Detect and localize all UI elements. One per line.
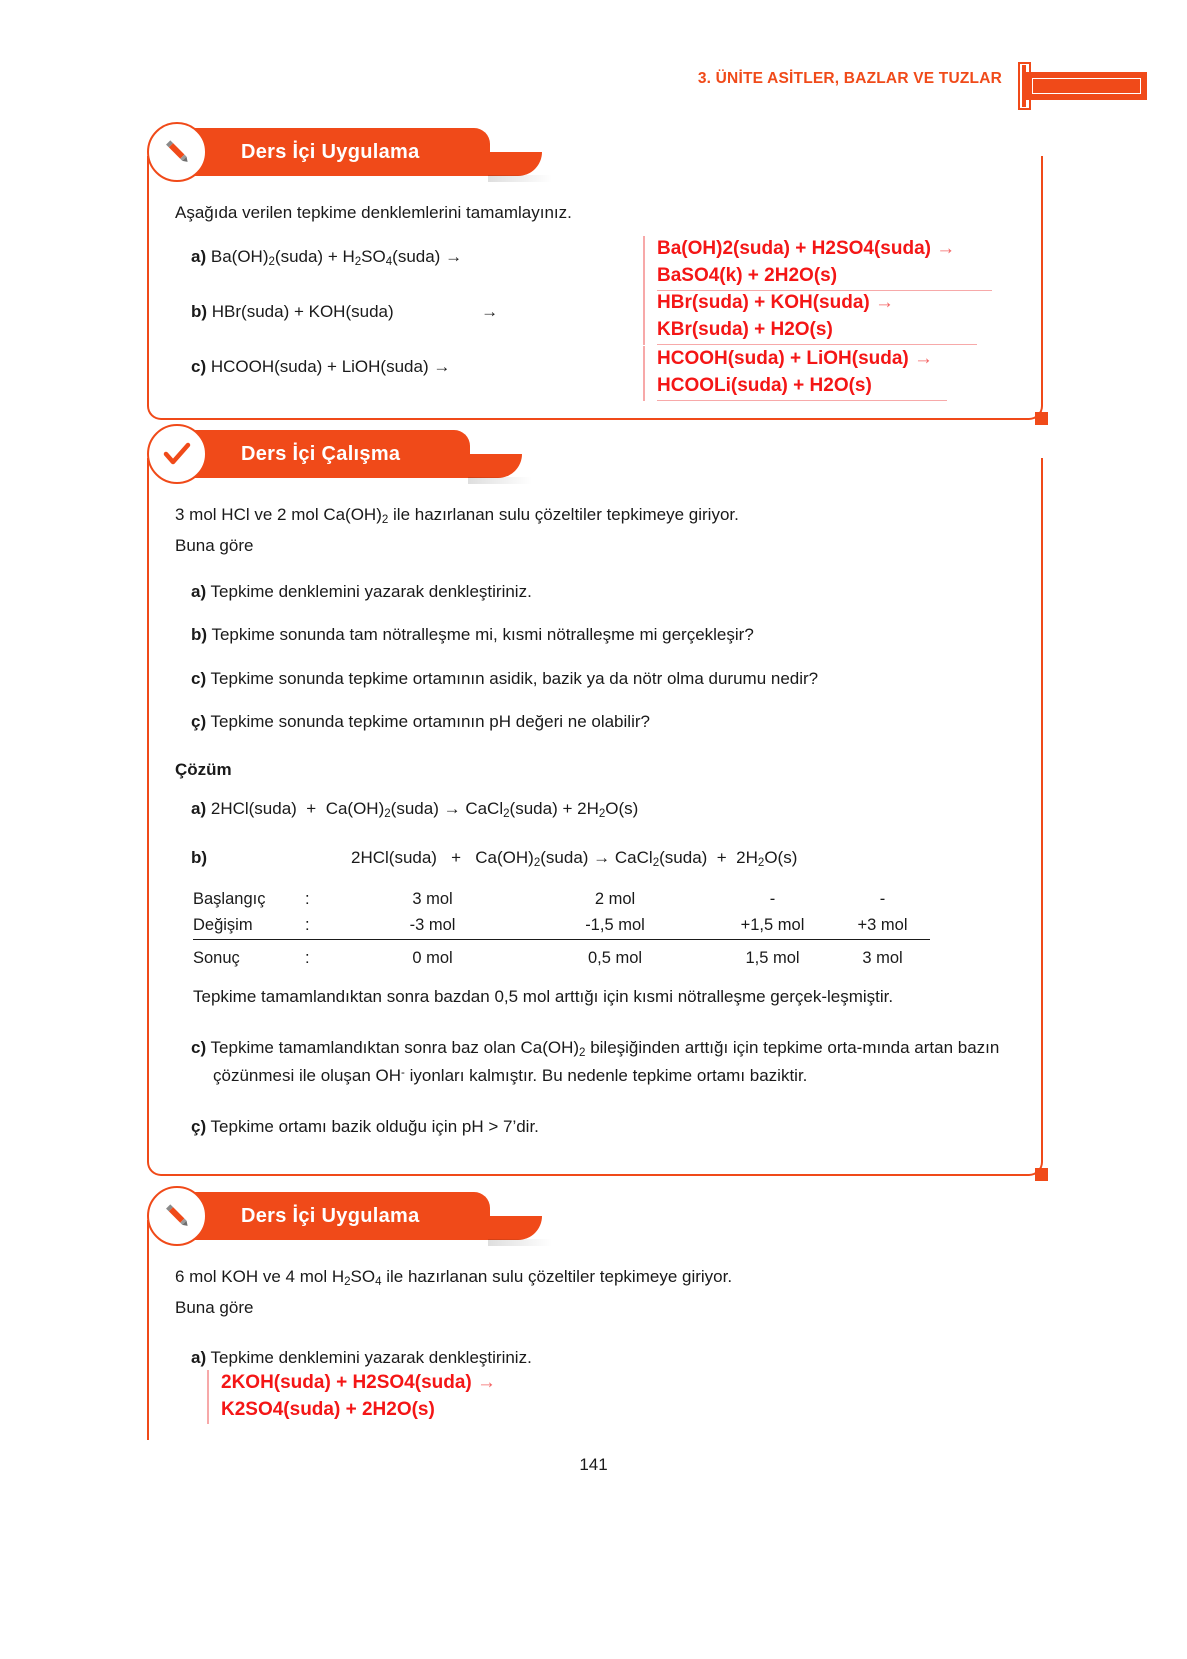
- answer-b1-line2: KBr(suda) + H2O(s): [657, 317, 977, 345]
- question-item-a2: [191, 579, 1015, 605]
- section-header-ribbon-3: [193, 1192, 490, 1240]
- question-tag-cc2: ç): [191, 712, 207, 732]
- solution-equation-a: [191, 796, 1015, 823]
- pencil-icon: [147, 122, 207, 182]
- question-text-a1: $Ba(OH)_2(suda)$ + $H_2SO_4(suda)$ →: [210, 246, 463, 268]
- question-text-a2: Tepkime denklemini yazarak denkleştiriniz.: [210, 581, 532, 601]
- solution-cc-answer: ç) Tepkime ortamı bazik olduğu için pH > 7’dir.: [191, 1117, 539, 1137]
- question-item-c2: [191, 666, 1015, 692]
- handwritten-answer-a1: [643, 236, 992, 291]
- question-arrow-c1: →: [433, 357, 451, 377]
- answer-a3-arrow: →: [477, 1372, 497, 1393]
- intro-text-1: Aşağıda verilen tepkime denklemlerini tamamlayınız.: [175, 203, 572, 222]
- section-header-ribbon-2: [193, 430, 470, 478]
- page-number: 141: [579, 1455, 608, 1474]
- question-text-a3: Tepkime denklemini yazarak denkleştiriniz.: [210, 1347, 532, 1367]
- question-item-b2: [191, 622, 1015, 648]
- question-text-c2: Tepkime sonunda tepkime ortamının asidik, bazik ya da nötr olma durumu nedir?: [210, 668, 819, 688]
- mol-balance-table: [193, 885, 930, 972]
- section-title-1: Ders İçi Uygulama: [241, 140, 420, 163]
- question-tag-a2: a): [191, 581, 207, 601]
- solution-equation-a-text: 2HCl(suda) + $Ca(OH)_2(suda)$ → CaCl$_2$(suda) + $2H_2O(s)$: [210, 799, 639, 821]
- answer-b1-line1: HBr(suda) + KOH(suda): [657, 292, 870, 313]
- answer-c1-line2: HCOOLi(suda) + H2O(s): [657, 373, 947, 401]
- solution-tag-a: a): [191, 799, 207, 819]
- handwritten-answer-c1: [643, 346, 947, 401]
- table-row: Başlangıç : 3 mol 2 mol - -: [193, 885, 930, 913]
- question-tag-a3: a): [191, 1347, 207, 1367]
- page-header: [0, 62, 1187, 108]
- table-row: Sonuç : 0 mol 0,5 mol 1,5 mol 3 mol: [193, 940, 930, 972]
- question-text-c1: HCOOH(suda) + LiOH(suda): [210, 357, 429, 377]
- solution-tag-cc: ç): [191, 1117, 207, 1137]
- section-title-3: Ders İçi Uygulama: [241, 1204, 420, 1227]
- solution-b-note: Tepkime tamamlandıktan sonra bazdan 0,5 mol arttığı için kısmi nötralleşme gerçek-leşmiştir.: [193, 986, 894, 1006]
- intro-text-2: 3 mol HCl ve 2 mol $Ca(OH)_2$ ile hazırlanan sulu çözeltiler tepkimeye giriyor.: [175, 505, 739, 526]
- solution-label: Çözüm: [175, 759, 232, 779]
- answer-a3-line1: 2KOH(suda) + H2SO4(suda): [221, 1372, 472, 1393]
- solution-tag-b: b): [191, 848, 208, 868]
- answer-a1-line2: BaSO4(k) + 2H2O(s): [657, 263, 992, 291]
- intro-text-3: 6 mol KOH ve 4 mol $H_2SO_4$ ile hazırlanan sulu çözeltiler tepkimeye giriyor.: [175, 1267, 733, 1288]
- question-text-b2: Tepkime sonunda tam nötralleşme mi, kısmi nötralleşme mi gerçekleşir?: [211, 625, 754, 645]
- question-text-cc2: Tepkime sonunda tepkime ortamının pH değeri ne olabilir?: [210, 712, 650, 732]
- solution-equation-b-text: 2HCl(suda) + $Ca(OH)_2(suda)$ → CaCl$_2$(suda) + $2H_2O(s)$: [351, 848, 798, 870]
- question-tag-c2: c): [191, 668, 207, 688]
- section-header-ribbon-1: [193, 128, 490, 176]
- row-label-baslangic: Başlangıç: [193, 889, 266, 908]
- question-tag-b1: b): [191, 301, 208, 321]
- row-label-degisim: Değişim: [193, 916, 253, 935]
- question-tag-a1: a): [191, 246, 207, 266]
- answer-a1-line1: Ba(OH)2(suda) + H2SO4(suda): [657, 238, 931, 259]
- question-item-cc2: [191, 709, 1015, 735]
- question-item-a3: [191, 1345, 1017, 1371]
- section-end-cap-1: [1035, 412, 1048, 425]
- intro-text-2b: Buna göre: [175, 536, 254, 556]
- table-row: Değişim : -3 mol -1,5 mol +1,5 mol +3 mol: [193, 912, 930, 939]
- row-label-sonuc: Sonuç: [193, 940, 305, 972]
- answer-c1-arrow: →: [914, 348, 934, 369]
- answer-b1-arrow: →: [875, 292, 894, 313]
- solution-c-answer: c) Tepkime tamamlandıktan sonra baz olan $Ca(OH)_2$ bileşiğinden arttığı için tepkime orta-mında artan bazın çözünmesi ile oluşan OH- iyonları kalmıştır. Bu nedenle tepkime ortamı baziktir.: [191, 1038, 1000, 1085]
- solution-equation-b: [191, 845, 1015, 872]
- question-arrow-b1: →: [481, 301, 499, 321]
- question-tag-b2: b): [191, 625, 208, 645]
- section-title-2: Ders İçi Çalışma: [241, 442, 401, 465]
- intro-text-3b: Buna göre: [175, 1298, 254, 1318]
- solution-tag-c: c): [191, 1038, 207, 1058]
- unit-title: 3. ÜNİTE ASİTLER, BAZLAR VE TUZLAR: [697, 70, 1002, 87]
- pencil-icon: [147, 1186, 207, 1246]
- check-icon: [147, 424, 207, 484]
- header-decoration-icon: [999, 62, 1147, 110]
- question-tag-c1: c): [191, 357, 207, 377]
- answer-a1-arrow: →: [936, 238, 956, 259]
- answer-c1-line1: HCOOH(suda) + LiOH(suda): [657, 348, 909, 369]
- handwritten-answer-a3: [207, 1370, 496, 1424]
- answer-a3-line2: K2SO4(suda) + 2H2O(s): [221, 1398, 435, 1420]
- handwritten-answer-b1: [643, 290, 977, 345]
- section-end-cap-2: [1035, 1168, 1048, 1181]
- question-text-b1: HBr(suda) + KOH(suda): [211, 301, 394, 321]
